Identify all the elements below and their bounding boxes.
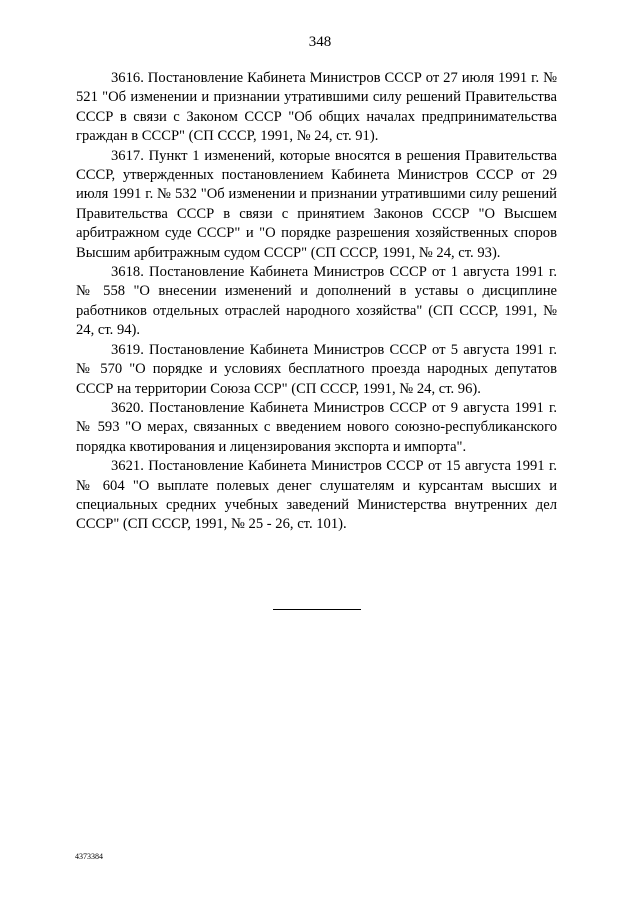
entry-3616: 3616. Постановление Кабинета Министров СССР от 27 июля 1991 г. № 521 "Об изменении и признании утратившими силу решений Правительства СССР в связи с Законом СССР "Об общих началах предпринимательства граждан в СССР" (СП СССР, 1991, № 24, ст. 91). [76,70,557,145]
entry-3621: 3621. Постановление Кабинета Министров СССР от 15 августа 1991 г. № 604 "О выплате полевых денег слушателям и курсантам высших и специальных средних учебных заведений Министерства внутренних дел СССР" (СП СССР, 1991, № 25 - 26, ст. 101). [76,458,557,533]
document-code: 4373384 [75,852,103,861]
entry-3619: 3619. Постановление Кабинета Министров СССР от 5 августа 1991 г. № 570 "О порядке и условиях бесплатного проезда народных депутатов СССР на территории Союза ССР" (СП СССР, 1991, № 24, ст. 96). [76,341,557,397]
entry-3617: 3617. Пункт 1 изменений, которые вносятся в решения Правительства СССР, утвержденных постановлением Кабинета Министров СССР от 29 июля 1991 г. № 532 "Об изменении и признании утратившими силу решений Правительства СССР в связи с принятием Законов СССР "О Высшем арбитражном суде СССР" и "О порядке разрешения хозяйственных споров Высшим арбитражным судом СССР" (СП СССР, 1991, № 24, ст. 93). [76,147,557,261]
page-number: 348 [308,34,332,50]
entry-3620: 3620. Постановление Кабинета Министров СССР от 9 августа 1991 г. № 593 "О мерах, связанных с введением нового союзно-республиканского порядка квотирования и лицензирования экспорта и импорта". [76,399,557,455]
section-divider [273,609,361,610]
entry-3618: 3618. Постановление Кабинета Министров СССР от 1 августа 1991 г. № 558 "О внесении изменений и дополнений в уставы о дисциплине работников отдельных отраслей народного хозяйства" (СП СССР, 1991, № 24, ст. 94). [76,264,557,339]
document-body [76,69,557,535]
